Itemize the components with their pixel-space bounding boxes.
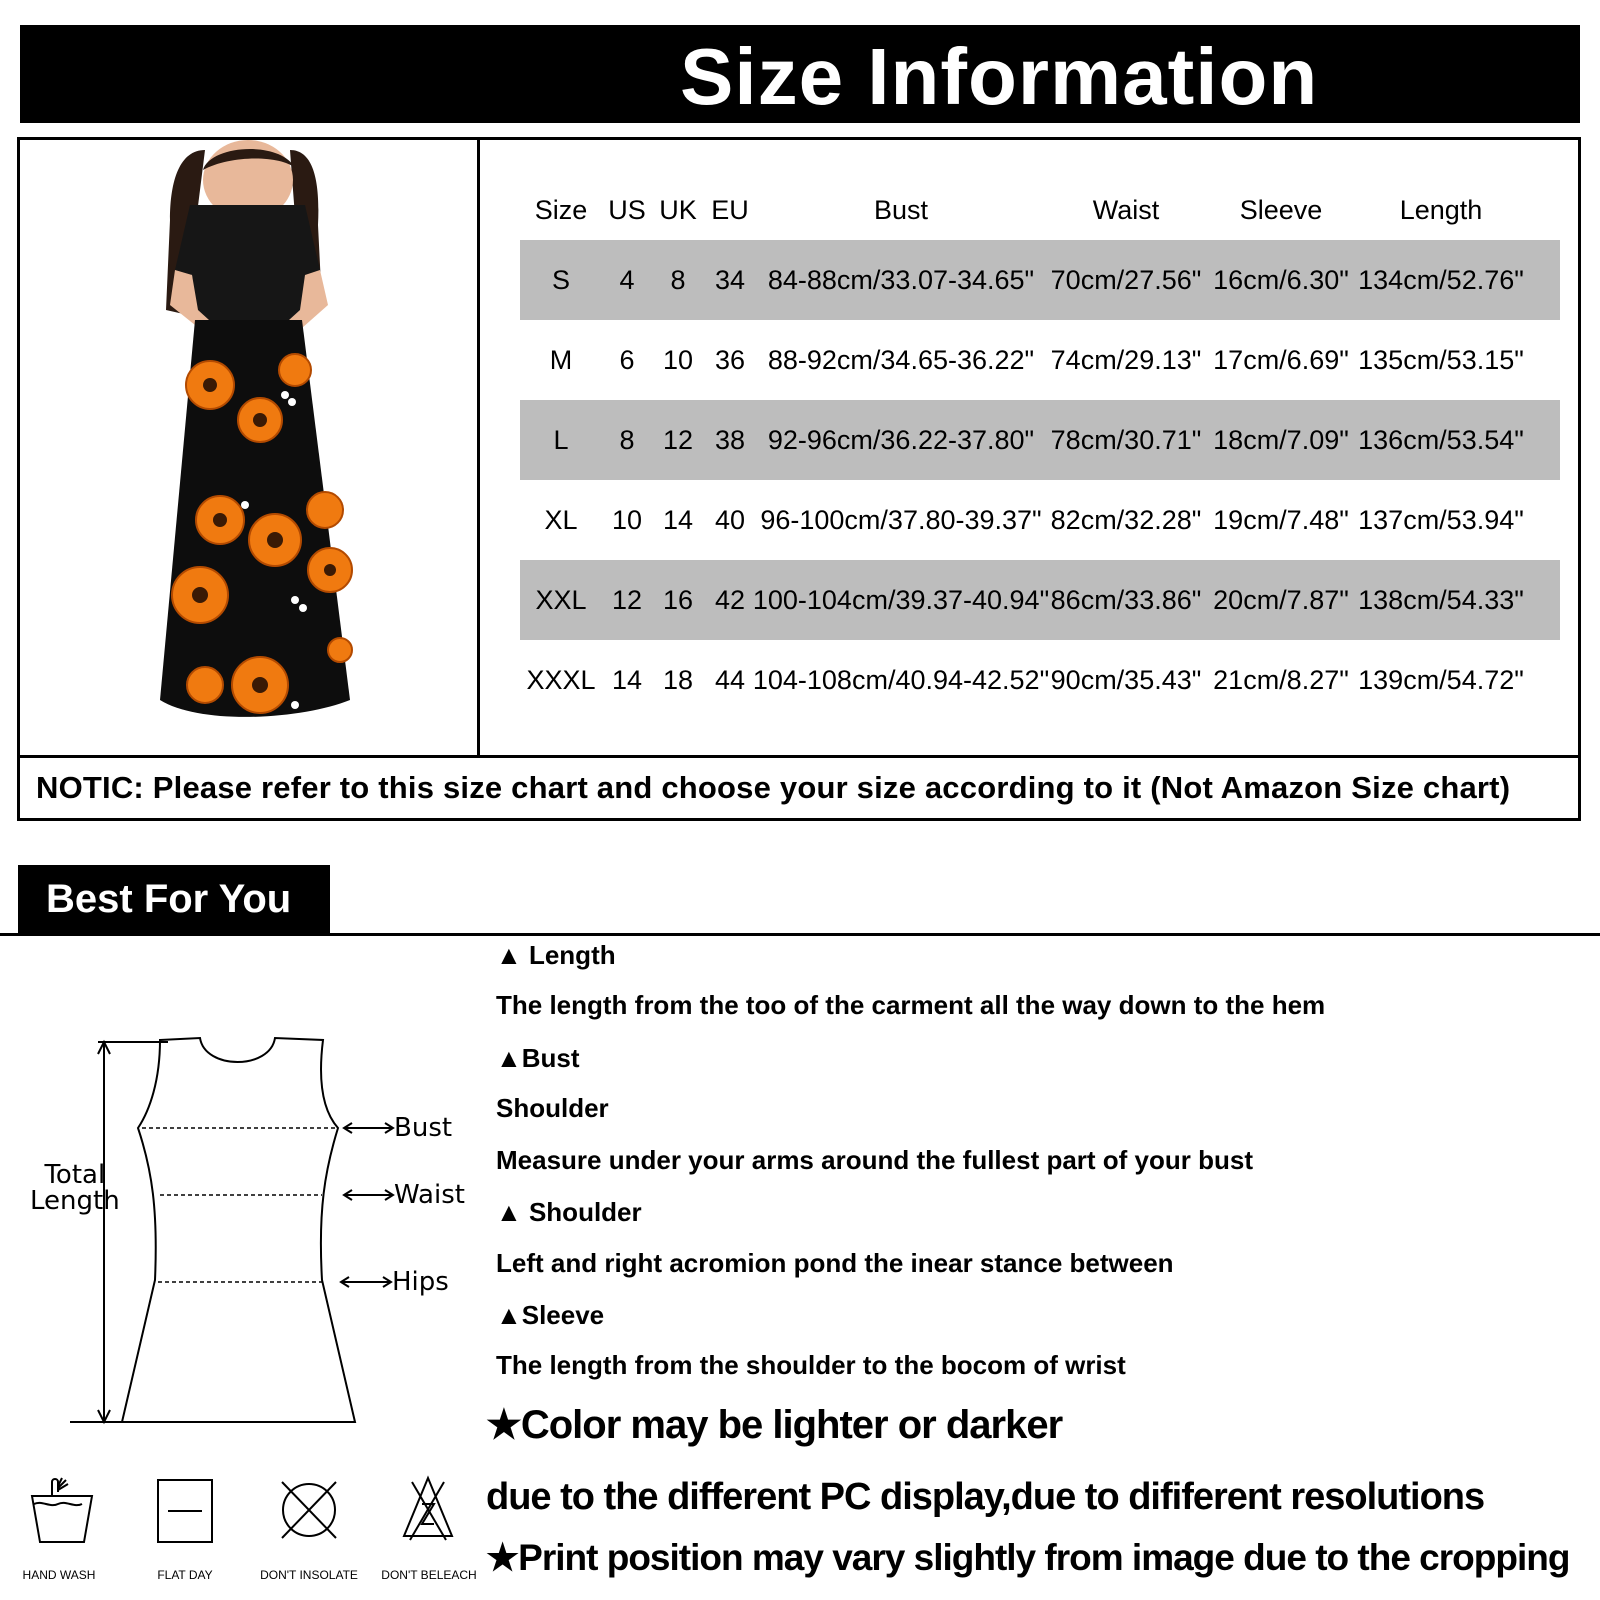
waist-label: Waist — [394, 1180, 465, 1210]
table-cell: 86cm/33.86" — [1050, 584, 1202, 615]
table-cell: 14 — [662, 504, 694, 535]
table-cell: 16 — [662, 584, 694, 615]
table-cell: 18 — [662, 664, 694, 695]
desc-line-length-text: The length from the too of the carment all the way down to the hem — [496, 990, 1326, 1020]
table-cell: XXL — [535, 584, 587, 615]
table-cell: 38 — [714, 424, 746, 455]
bust-label: Bust — [394, 1113, 453, 1143]
table-cell: 10 — [611, 504, 643, 535]
total-length-label-line2: Length — [30, 1186, 120, 1216]
table-cell: 21cm/8.27" — [1213, 664, 1349, 695]
desc-line-length-heading: ▲ Length — [496, 940, 616, 970]
table-cell: M — [549, 344, 573, 375]
column-header: UK — [659, 194, 697, 225]
table-cell: 44 — [714, 664, 746, 695]
care-label-flat-dry: FLAT DAY — [157, 1568, 213, 1582]
column-header: EU — [711, 194, 749, 225]
table-cell: 20cm/7.87" — [1213, 584, 1349, 615]
table-cell: 88-92cm/34.65-36.22" — [767, 344, 1035, 375]
table-cell: 84-88cm/33.07-34.65" — [767, 264, 1035, 295]
table-cell: 14 — [611, 664, 643, 695]
table-row — [520, 640, 1560, 720]
table-cell: 10 — [662, 344, 694, 375]
table-cell: XL — [544, 504, 578, 535]
table-cell: 8 — [619, 424, 635, 455]
care-label-dont-insolate: DON'T INSOLATE — [260, 1568, 358, 1582]
table-cell: 18cm/7.09" — [1213, 424, 1349, 455]
best-for-you-tag — [18, 865, 330, 935]
table-cell: 78cm/30.71" — [1050, 424, 1202, 455]
size-info-box — [17, 137, 1581, 821]
size-table — [520, 180, 1560, 720]
table-row — [520, 400, 1560, 480]
do-not-bleach-icon — [400, 1474, 456, 1544]
desc-line-sleeve-heading: ▲Sleeve — [496, 1300, 605, 1330]
table-row — [520, 560, 1560, 640]
column-header: Sleeve — [1239, 194, 1323, 225]
table-cell: 42 — [714, 584, 746, 615]
table-cell: L — [553, 424, 569, 455]
table-cell: 8 — [670, 264, 686, 295]
display-note: due to the different PC display,due to dififerent resolutions — [486, 1476, 1485, 1518]
table-cell: 138cm/54.33" — [1358, 584, 1524, 615]
table-cell: 139cm/54.72" — [1358, 664, 1524, 695]
desc-line-sleeve-text: The length from the shoulder to the bocom of wrist — [496, 1350, 1126, 1380]
table-cell: 34 — [714, 264, 746, 295]
total-length-label — [30, 1162, 120, 1214]
desc-line-bust-heading: ▲Bust — [496, 1043, 580, 1073]
table-cell: 40 — [714, 504, 746, 535]
column-header: Bust — [873, 194, 929, 225]
table-cell: 4 — [619, 264, 635, 295]
best-for-you-label: Best For You — [46, 877, 292, 921]
table-cell: 135cm/53.15" — [1358, 344, 1524, 375]
table-cell: 16cm/6.30" — [1213, 264, 1349, 295]
table-cell: 134cm/52.76" — [1358, 264, 1524, 295]
table-cell: 12 — [611, 584, 643, 615]
do-not-tumble-dry-icon — [276, 1476, 342, 1544]
table-cell: 100-104cm/39.37-40.94" — [752, 584, 1050, 615]
table-row — [520, 320, 1560, 400]
table-cell: 137cm/53.94" — [1358, 504, 1524, 535]
table-row — [520, 480, 1560, 560]
table-cell: 70cm/27.56" — [1050, 264, 1202, 295]
page-title: Size Information — [680, 32, 1319, 121]
total-length-label-line1: Total — [44, 1160, 106, 1190]
column-header: Length — [1399, 194, 1483, 225]
table-cell: 17cm/6.69" — [1213, 344, 1349, 375]
notice-row — [20, 755, 1578, 818]
size-table-header — [520, 180, 1560, 240]
desc-line-bust-text: Measure under your arms around the fullest part of your bust — [496, 1145, 1254, 1175]
dress-measurement-diagram — [0, 1010, 480, 1430]
desc-line-shoulder-text: Left and right acromion pond the inear stance between — [496, 1248, 1174, 1278]
table-cell: 82cm/32.28" — [1050, 504, 1202, 535]
care-label-dont-bleach: DON'T BELEACH — [381, 1568, 477, 1582]
table-cell: 104-108cm/40.94-42.52" — [752, 664, 1050, 695]
product-photo-cell — [20, 140, 480, 755]
table-cell: 6 — [619, 344, 635, 375]
table-cell: 136cm/53.54" — [1358, 424, 1524, 455]
table-cell: 36 — [714, 344, 746, 375]
hand-wash-icon — [28, 1474, 96, 1546]
section-divider — [0, 933, 1600, 936]
flat-dry-icon — [156, 1478, 214, 1544]
table-row — [520, 240, 1560, 320]
table-cell: 19cm/7.48" — [1213, 504, 1349, 535]
table-cell: 12 — [662, 424, 694, 455]
dress-model-photo — [20, 140, 477, 752]
table-cell: 92-96cm/36.22-37.80" — [767, 424, 1035, 455]
care-label-hand-wash: HAND WASH — [22, 1568, 96, 1582]
title-banner — [20, 25, 1580, 123]
table-cell: XXXL — [526, 664, 596, 695]
table-cell: S — [551, 264, 570, 295]
hips-label: Hips — [392, 1267, 449, 1297]
color-note: ★Color may be lighter or darker — [486, 1403, 1063, 1447]
notice-text: NOTIC: Please refer to this size chart and choose your size according to it (Not Amazon Size chart) — [36, 770, 1511, 805]
table-cell: 74cm/29.13" — [1050, 344, 1202, 375]
print-position-note: ★Print position may vary slightly from image due to the cropping — [486, 1537, 1570, 1578]
table-cell: 90cm/35.43" — [1050, 664, 1202, 695]
table-cell: 96-100cm/37.80-39.37" — [760, 504, 1042, 535]
desc-line-shoulder-heading: ▲ Shoulder — [496, 1197, 642, 1227]
desc-line-shoulder-label: Shoulder — [496, 1093, 609, 1123]
column-header: US — [608, 194, 646, 225]
column-header: Size — [534, 194, 588, 225]
column-header: Waist — [1092, 194, 1160, 225]
